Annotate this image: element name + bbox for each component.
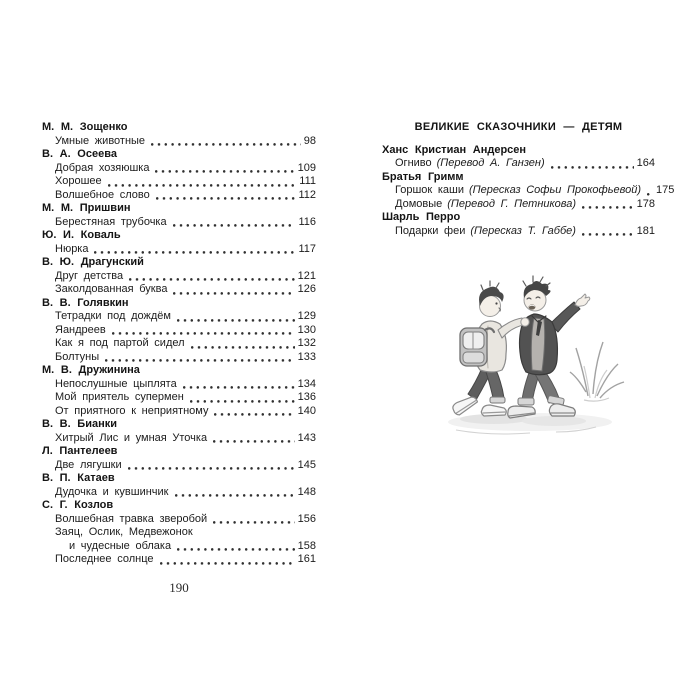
author-name: Шарль Перро [382,211,461,223]
entry-title: Добрая хозяюшка [55,161,150,174]
entry-title: Домовые [395,197,443,210]
toc-entry-line [42,216,316,230]
entry-page-number: 126 [297,283,316,295]
entry-translator-note: (Перевод Г. Петникова) [447,197,577,210]
entry-title: Волшебная травка зверобой [55,512,208,525]
toc-entry-line [42,243,316,257]
entry-page-number: 175 [656,184,675,196]
toc-entry-line [42,270,316,284]
entry-title: Хитрый Лис и умная Уточка [55,431,208,444]
entry-translator-note: (Перевод А. Ганзен) [436,157,545,169]
toc-entry-line [42,405,316,419]
toc-entry-line [42,283,316,297]
entry-title: Берестяная трубочка [55,215,167,228]
toc-author-line [42,418,316,432]
entry-page-number: 140 [297,404,316,417]
toc-entry-line [42,135,316,149]
entry-page-number: 117 [298,242,316,255]
entry-title: Заколдованная буква [55,283,168,295]
dot-leader [175,486,295,500]
dot-leader [177,310,295,324]
entry-page-number: 129 [297,310,316,322]
dot-leader [156,189,296,203]
entry-title: Две лягушки [55,458,122,471]
dot-leader [128,459,295,473]
entry-title: Горшок каши [395,184,465,196]
toc-entry-line [42,324,316,338]
toc-entry-line [382,157,655,171]
dot-leader [582,225,634,239]
toc-entry-line [42,189,316,203]
toc-author-line [42,472,316,486]
author-name: Братья Гримм [382,170,464,183]
dot-leader [647,184,653,198]
dot-leader [151,135,301,149]
boy-waving [508,276,590,418]
entry-page-number: 158 [297,539,316,552]
toc-author-line [42,364,316,378]
entry-page-number: 161 [297,553,316,565]
entry-page-number: 111 [299,175,316,187]
author-name: В. П. Катаев [42,472,115,484]
toc-entry-line [382,225,655,239]
toc-author-line [382,171,655,185]
entry-page-number: 134 [297,377,316,390]
toc-entry-line [42,513,316,527]
toc-author-line [42,445,316,459]
toc-entry-line [382,184,675,198]
toc-entry-line [382,198,655,212]
toc-left-column [42,121,316,567]
entry-title: Огниво [395,157,432,169]
author-name: В. А. Осеева [42,148,117,160]
dot-leader [108,175,297,189]
author-name: В. В. Голявкин [42,296,129,309]
entry-title: Непослушные цыплята [55,377,177,390]
toc-author-line [42,202,316,216]
entry-title: Волшебное слово [55,188,150,201]
dot-leader [191,337,295,351]
dot-leader [582,198,634,212]
toc-author-line [42,229,316,243]
entry-title: От приятного к неприятному [55,404,209,417]
toc-entry-line [42,526,316,540]
toc-right-column [382,121,675,238]
entry-title: Болтуны [55,350,100,363]
entry-page-number: 136 [297,391,316,403]
folio-page-number: 190 [169,580,189,595]
entry-title: Мой приятель супермен [55,391,184,403]
dot-leader [105,351,294,365]
dot-leader [190,391,295,405]
toc-entry-line [42,553,316,567]
toc-author-line [42,148,316,162]
toc-entry-line [42,310,316,324]
toc-author-line [42,121,316,135]
entry-page-number: 112 [298,188,316,201]
dot-leader [94,243,295,257]
dot-leader [183,378,295,392]
boy-with-backpack [451,281,529,416]
dot-leader [155,162,294,176]
dot-leader [112,324,295,338]
author-name: Ханс Кристиан Андерсен [382,143,527,156]
entry-page-number: 121 [297,269,316,282]
author-name: В. В. Бианки [42,418,118,430]
toc-entry-line [42,540,316,554]
dot-leader [160,553,295,567]
dot-leader [173,283,294,297]
dot-leader [213,513,294,527]
entry-title: Друг детства [55,269,124,282]
toc-author-line [42,499,316,513]
dot-leader [551,157,634,171]
author-name: Л. Пантелеев [42,445,118,457]
entry-title: Хорошее [55,175,102,187]
toc-entry-line [42,432,316,446]
entry-page-number: 164 [636,157,655,169]
entry-page-number: 109 [297,161,316,174]
entry-title: Нюрка [55,242,89,255]
entry-page-number: 132 [297,337,316,349]
entry-page-number: 130 [297,323,316,336]
entry-title: Тетрадки под дождём [55,310,171,322]
author-name: С. Г. Козлов [42,499,114,511]
author-name: Ю. И. Коваль [42,229,121,241]
author-name: М. В. Дружинина [42,364,140,376]
dot-leader [214,405,294,419]
author-name: М. М. Пришвин [42,202,131,214]
dot-leader [173,216,296,230]
toc-author-line [42,256,316,270]
toc-entry-line [42,378,316,392]
entry-page-number: 148 [297,485,316,498]
entry-title: Как я под партой сидел [55,337,185,349]
entry-page-number: 116 [298,215,316,228]
entry-title: и чудесные облака [69,539,172,552]
toc-author-line [382,211,655,225]
entry-title: Заяц, Ослик, Медвежонок [55,526,193,538]
left-toc-list [42,121,316,567]
entry-translator-note: (Пересказ Т. Габбе) [470,224,576,237]
illustration-two-boys [438,272,644,450]
entry-title: Умные животные [55,134,146,147]
entry-page-number: 98 [303,134,316,147]
entry-title: Дудочка и кувшинчик [55,485,169,498]
toc-entry-line [42,391,316,405]
toc-entry-line [42,175,316,189]
entry-translator-note: (Пересказ Софьи Прокофьевой) [469,184,642,196]
toc-author-line [42,297,316,311]
section-header: ВЕЛИКИЕ СКАЗОЧНИКИ — ДЕТЯМ [414,121,623,133]
toc-author-line [382,144,655,158]
author-name: В. Ю. Драгунский [42,256,144,268]
dot-leader [177,540,295,554]
toc-entry-line [42,162,316,176]
entry-title: Подарки феи [395,224,466,237]
author-name: М. М. Зощенко [42,121,128,133]
entry-page-number: 178 [636,197,655,210]
dot-leader [213,432,295,446]
right-toc-list [382,143,675,239]
toc-entry-line [42,459,316,473]
entry-page-number: 133 [297,350,316,363]
entry-title: Последнее солнце [55,553,154,565]
entry-page-number: 145 [297,458,316,471]
toc-entry-line [42,337,316,351]
toc-entry-line [42,351,316,365]
entry-page-number: 156 [297,512,316,525]
entry-title: Яандреев [55,323,106,336]
entry-page-number: 181 [636,224,655,237]
entry-page-number: 143 [297,431,316,444]
dot-leader [129,270,295,284]
toc-entry-line [42,486,316,500]
